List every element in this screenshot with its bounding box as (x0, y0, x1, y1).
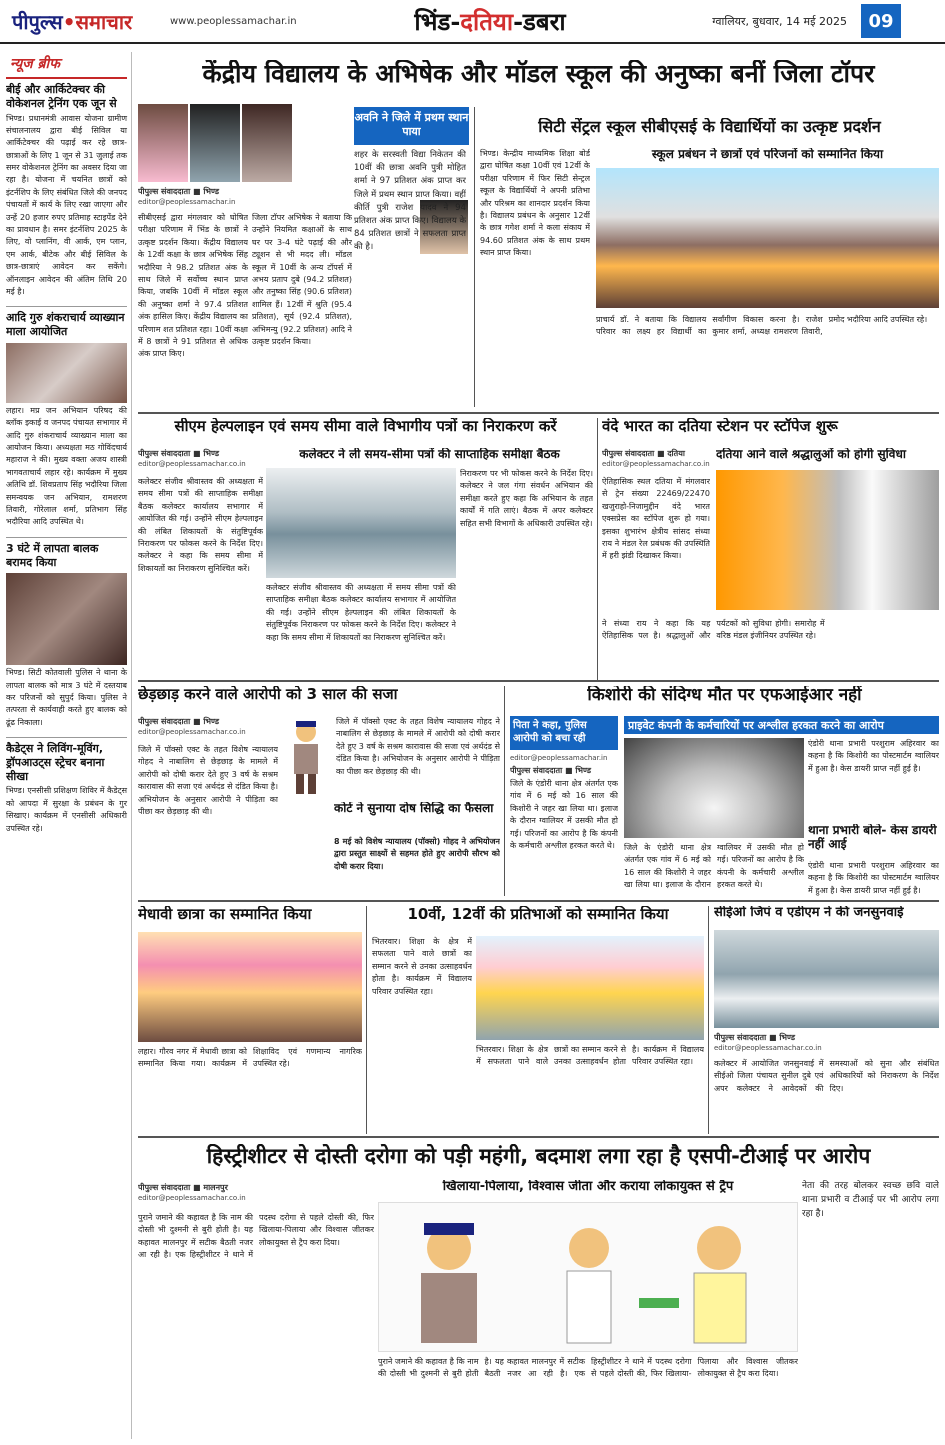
story9-headline: सीईओ जिपं व एडीएम ने की जनसुनवाई (714, 906, 904, 920)
story2-group-photo (596, 168, 939, 308)
story9-email[interactable]: editor@peoplessamachar.co.in (714, 1044, 822, 1052)
masthead (0, 0, 945, 44)
brief-3-photo (6, 573, 127, 665)
story1-text: सीबीएसई द्वारा मंगलवार को घोषित परीक्षा परिणाम में भिंड के छात्रों ने उत्कृष्ट प्रदर्शन किया। केंद्रीय विद्यालय के 12वीं कक्षा के छात्र अभिषेक सिंह भदौरिया ने 98.2 प्रतिशत अंक के साथ जिले में सर्वोच्च स्थान प्राप्त किया, जबकि 10वीं में मॉडल स्कूल की अनुष्का शर्मा ने 97.4 प्रतिशत अंक हासिल किए। केंद्रीय विद्यालय का परिणाम शत प्रतिशत रहा। 10वीं कक्षा में 8 छात्रों ने 91 प्रतिशत से अधिक अंक प्राप्त किए। (138, 213, 248, 359)
story4-headline: वंदे भारत का दतिया स्टेशन पर स्टॉपेज शुरू (602, 418, 838, 435)
story6-side-title: थाना प्रभारी बोले- केस डायरी नहीं आई (808, 824, 937, 851)
brief-1-text: भिण्ड। प्रधानमंत्री आवास योजना ग्रामीण संचालनालय द्वारा बीई सिविल या आर्किटेक्चर की पढ़ाई कर रहे छात्र-छात्राओं के लिए 1 जून से 31 जुलाई तक समर वोकेशनल ट्रेनिंग का अवसर दिया जा रहा है। योजना में चयनित छात्रों को इंटर्नशिप के लिए संबंधित जिले की जनपद पंचायतों में कार्य के लिए रखा जाएगा और उन्हें 20 हजार रुपए प्रतिमाह स्टाइपेंड देने का प्रावधान है। समर इंटर्नशिप 2025 के लिए, वो प्लानिंग, वी आर्क, एम प्लान, एम आर्क, बीटेक और बीई सिविल के छात्र-छात्राएं आवेदन कर सकेंगे। ऑनलाइन आवेदन की अंतिम तिथि 20 मई है। (6, 113, 127, 296)
story10-text-2: पुराने जमाने की कहावत है कि नाम की दोस्ती भी दुश्मनी से बुरी होती है। यह कहावत मालनपुर में सटीक बैठती नजर आ रही है। एक हिस्ट्रीशीटर ने थाने में पदस्थ दरोगा से पहले दोस्ती की, फिर खिलाया-पिलाया और विश्वास जीतकर लोकायुक्त से ट्रैप करा दिया। (378, 1357, 798, 1379)
column-separator-2 (597, 418, 598, 680)
court-box-text: 8 मई को विशेष न्यायालय (पॉक्सो) गोहद ने अभियोजन द्वारा प्रस्तुत साक्ष्यों से सहमत होते हुए आरोपी सौरभ को दोषी करार दिया। (334, 837, 500, 871)
story9-photo (714, 930, 939, 1028)
brief-4-title: कैडेट्स ने लिविंग-मूविंग, ड्रॉपआउट्स स्ट्रेचर बनाना सीखा (6, 737, 127, 783)
story10-cartoon (378, 1202, 798, 1352)
story6-byline: पीपुल्स संवाददाता ■ भिण्ड (510, 766, 592, 775)
story8-headline: 10वीं, 12वीं की प्रतिभाओं को सम्मानित किया (407, 906, 669, 923)
story3-text-2: निराकरण पर भी फोकस करने के निर्देश दिए। कलेक्टर ने जल गंगा संवर्धन अभियान की समीक्षा करते हुए कहा कि अभियान के तहत कार्यों में गति लाएं। बैठक में अपर कलेक्टर सहित सभी विभागों के अधिकारी उपस्थित रहे। (460, 469, 593, 528)
avni-box-title: अवनि ने जिले में प्रथम स्थान पाया (354, 107, 469, 145)
story6-text: जिले के एंडोरी थाना क्षेत्र अंतर्गत एक गांव में 6 मई को 16 साल की किशोरी ने जहर खा लिया था। इलाज के दौरान ग्वालियर में उसकी मौत हो गई। परिजनों का आरोप है कि कंपनी के कर्मचारी अश्लील हरकत करते थे। (510, 779, 618, 850)
story7-text: लहार। गौरव नगर में मेधावी छात्रा को सम्मानित किया गया। कार्यक्रम में शिक्षाविद एवं गणमान्य नागरिक उपस्थित रहे। (138, 1047, 362, 1069)
story2-text: भिण्ड। केन्द्रीय माध्यमिक शिक्षा बोर्ड द्वारा घोषित कक्षा 10वीं एवं 12वीं के परीक्षा परिणाम में फिर सिटी सेन्ट्रल स्कूल के विद्यार्थियों ने अपनी प्रतिभा और परिश्रम का शानदार प्रदर्शन किया है। विद्यालय प्रबंधन के अनुसार 12वीं के छात्र गगेश शर्मा ने कला संकाय में 94.60 प्रतिशत अंक के साथ प्रथम स्थान प्राप्त किया। (480, 149, 590, 258)
story3-byline: पीपुल्स संवाददाता ■ भिण्ड (138, 449, 220, 458)
story9-byline: पीपुल्स संवाददाता ■ भिण्ड (714, 1033, 796, 1042)
story8-text: भितरवार। शिक्षा के क्षेत्र में सफलता पाने वाले छात्रों का सम्मान करने से उनका उत्साहवर्धन होता है। कार्यक्रम में विद्यालय परिवार उपस्थित रहा। (372, 937, 472, 996)
court-box-title: कोर्ट ने सुनाया दोष सिद्धि का फैसला (334, 802, 494, 815)
story6-photo (624, 738, 804, 838)
story3-text: कलेक्टर संजीव श्रीवास्तव की अध्यक्षता में समय सीमा पत्रों की साप्ताहिक समीक्षा बैठक कलेक्टर कार्यालय सभागार में आयोजित की गई। उन्होंने सीएम हेल्पलाइन की लंबित शिकायतों के संतुष्टिपूर्वक निराकरण पर फोकस करने के निर्देश दिए। कलेक्टर ने कहा कि समय सीमा में शिकायतों का निराकरण सुनिश्चित करें। (138, 477, 263, 573)
brief-2-photo (6, 343, 127, 403)
cartoon-illustration-icon (379, 1203, 799, 1353)
section-b: दतिया (460, 6, 514, 36)
story8-text-2: भितरवार। शिक्षा के क्षेत्र में सफलता पाने वाले छात्रों का सम्मान करने से उनका उत्साहवर्धन होता है। कार्यक्रम में विद्यालय परिवार उपस्थित रहा। (476, 1045, 704, 1067)
story6-box-title: पिता ने कहा, पुलिस आरोपी को बचा रही (510, 716, 618, 750)
column-separator-3 (504, 686, 505, 896)
story4-email[interactable]: editor@peoplessamachar.co.in (602, 460, 710, 468)
topper-photo-3 (242, 104, 292, 182)
section-title (340, 5, 640, 38)
story1-headline: केंद्रीय विद्यालय के अभिषेक और मॉडल स्कूल की अनुष्का बनीं जिला टॉपर (202, 60, 875, 88)
story9-text: कलेक्टर में आयोजित जनसुनवाई में सीईओ जिला पंचायत सुनील दुबे एवं अपर कलेक्टर ने आवेदकों की समस्याओं को सुना और संबंधित अधिकारियों को निराकरण के निर्देश दिए। (714, 1059, 939, 1093)
story5-text-2: जिले में पॉक्सो एक्ट के तहत विशेष न्यायालय गोहद ने नाबालिग से छेड़छाड़ के मामले में आरोपी को दोषी करार देते हुए 3 वर्ष के सश्रम कारावास की सजा एवं अर्थदंड से दंडित किया है। अभियोजन के अनुसार आरोपी ने पीड़िता का पीछा कर छेड़छाड़ की थी। (336, 717, 500, 776)
brief-4-text: भिण्ड। एनसीसी प्रशिक्षण शिविर में कैडेट्स को आपदा में सुरक्षा के प्रबंधन के गुर सिखाए। कार्यक्रम में एनसीसी अधिकारी उपस्थित रहे। (6, 786, 127, 833)
story1-text-2: जिला टॉपर अभिषेक ने बताया कि उन्होंने नियमित कक्षाओं के साथ घर पर 3-4 घंटे पढ़ाई की और ट्यूशन से भी मदद ली। मॉडल स्कूल में 10वीं के अन्य टॉपर्स में अभय प्रताप दुबे (94.2 प्रतिशत) और तनुष्का सिंह (90.6 प्रतिशत) शामिल हैं। 12वीं में श्रुति (95.4 प्रतिशत), सूर्य (92.4 प्रतिशत), अभिमन्यु (92.2 प्रतिशत) आदि ने उत्कृष्ट प्रदर्शन किया। (252, 213, 352, 346)
story10-subhead: खिलाया-पिलाया, विश्वास जीता और कराया लोकायुक्त से ट्रैप (442, 1180, 734, 1194)
row-separator-3 (138, 900, 939, 902)
story5-email[interactable]: editor@peoplessamachar.co.in (138, 728, 246, 736)
brief-3-title: 3 घंटे में लापता बालक बरामद किया (6, 537, 127, 570)
section-a: भिंड- (414, 6, 461, 36)
story6-text-2: जिले के एंडोरी थाना क्षेत्र अंतर्गत एक गांव में 6 मई को 16 साल की किशोरी ने जहर खा लिया था। इलाज के दौरान ग्वालियर में उसकी मौत हो गई। परिजनों का आरोप है कि कंपनी के कर्मचारी अश्लील हरकत करते थे। (624, 843, 804, 890)
story6-side-text: एंडोरी थाना प्रभारी परशुराम अहिरवार का कहना है कि किशोरी का पोस्टमार्टम ग्वालियर में हुआ है। केस डायरी प्राप्त नहीं हुई है। (808, 861, 939, 895)
page-number: 09 (861, 4, 901, 38)
story10-headline: हिस्ट्रीशीटर से दोस्ती दरोगा को पड़ी महंगी, बदमाश लगा रहा है एसपी-टीआई पर आरोप (206, 1144, 871, 1168)
row-separator-1 (138, 412, 939, 414)
story10-text-3: नेता की तरह बोलकर स्वच्छ छवि वाले थाना प्रभारी व टीआई पर भी आरोप लगा रहा है। (802, 1181, 939, 1219)
story4-text: ऐतिहासिक स्थल दतिया में मंगलवार से ट्रेन संख्या 22469/22470 खजुराहो-निजामुद्दीन वंदे भारत एक्सप्रेस का स्टॉपेज शुरू हो गया। इसका शुभारंभ क्षेत्रीय सांसद संध्या राय ने मंडल रेल प्रबंधक की उपस्थिति में हरी झंडी दिखाकर किया। (602, 477, 710, 561)
brand-logo: पीपुल्स•समाचार (12, 9, 133, 34)
section-c: -डबरा (513, 6, 566, 36)
story7-headline: मेधावी छात्रा का सम्मानित किया (138, 906, 312, 923)
story10-text: पुराने जमाने की कहावत है कि नाम की दोस्ती भी दुश्मनी से बुरी होती है। यह कहावत मालनपुर में सटीक बैठती नजर आ रही है। एक हिस्ट्रीशीटर ने थाने में पदस्थ दरोगा से पहले दोस्ती की, फिर खिलाया-पिलाया और विश्वास जीतकर लोकायुक्त से ट्रैप करा दिया। (138, 1213, 374, 1260)
story5-headline: छेड़छाड़ करने वाले आरोपी को 3 साल की सजा (138, 686, 398, 703)
story6-subhead: प्राइवेट कंपनी के कर्मचारियों पर अश्लील हरकत करने का आरोप (624, 716, 939, 734)
dateline: ग्वालियर, बुधवार, 14 मई 2025 (712, 14, 847, 28)
column-separator (474, 107, 475, 407)
column-separator-4 (366, 906, 367, 1134)
story1-byline: पीपुल्स संवाददाता ■ भिण्ड (138, 187, 220, 196)
story4-subhead: दतिया आने वाले श्रद्धालुओं को होगी सुविधा (716, 448, 906, 461)
story6-headline: किशोरी की संदिग्ध मौत पर एफआईआर नहीं (587, 686, 862, 705)
story4-text-2: ने संध्या राय ने कहा कि यह ऐतिहासिक पल है। श्रद्धालुओं और पर्यटकों को सुविधा होगी। समारोह में वरिष्ठ मंडल इंजीनियर उपस्थित रहे। (602, 619, 825, 641)
row-separator-4 (138, 1136, 939, 1138)
story2-headline: सिटी सेंट्रल स्कूल सीबीएसई के विद्यार्थियों का उत्कृष्ट प्रदर्शन (538, 118, 881, 136)
topper-photo-2 (190, 104, 240, 182)
story3-subhead: कलेक्टर ने ली समय-सीमा पत्रों की साप्ताहिक समीक्षा बैठक (299, 448, 560, 461)
brand-right: समाचार (75, 9, 133, 34)
topper-photo-1 (138, 104, 188, 182)
story2-subhead: स्कूल प्रबंधन ने छात्रों एवं परिजनों को सम्मानित किया (651, 148, 884, 161)
meeting-photo (266, 468, 456, 578)
site-url[interactable]: www.peoplessamachar.in (170, 15, 297, 27)
brief-2-title: आदि गुरु शंकराचार्य व्याख्यान माला आयोजित (6, 306, 127, 339)
story1-email[interactable]: editor@peoplessamachar.in (138, 198, 236, 206)
vande-bharat-photo (716, 470, 939, 610)
story2-text-2: प्राचार्य डॉ. ने बताया कि विद्यालय परिवार का लक्ष्य हर विद्यार्थी का सर्वांगीण विकास करना है। राजेश कुमार शर्मा, अध्यक्ष रामशरण तिवारी, प्रमोद भदौरिया आदि उपस्थित रहे। (596, 315, 928, 337)
cartoon-illustration (280, 716, 332, 796)
story10-email[interactable]: editor@peoplessamachar.co.in (138, 1194, 246, 1202)
police-cartoon-icon (280, 716, 332, 796)
brand-left: पीपुल्स (12, 9, 63, 34)
avni-box-text: शहर के सरस्वती विद्या निकेतन की 10वीं की छात्रा अवनि पुत्री मोहित शर्मा ने 97 प्रतिशत अंक प्राप्त कर जिले में प्रथम स्थान प्राप्त किया। वहीं कीर्ति पुत्री राजेश यादव ने 94 प्रतिशत अंक प्राप्त किए। विद्यालय के 84 प्रतिशत छात्रों ने सफलता प्राप्त की है। (354, 150, 466, 253)
news-brief-label: न्यूज ब्रीफ (6, 52, 127, 79)
story8-photo (476, 936, 704, 1040)
brief-2-text: लहार। मप्र जन अभियान परिषद की ब्लॉक इकाई व जनपद पंचायत सभागार में आदि गुरु शंकराचार्य व्याख्यान माला का आयोजन किया। अध्यक्षता मठ गोविंदचार्य महाराज ने की। मुख्य वक्ता अजय शास्त्री भागवताचार्य लहार रहे। कार्यक्रम में मुख्य अतिथि डॉ. शिवप्रताप सिंह भदौरिया जिला समन्वयक जन अभियान, रामशरण तिवारी, गोरेलाल शर्मा, प्रतिभाग सिंह भदौरिया आदि उपस्थित थे। (6, 405, 127, 527)
story6-text-3: एंडोरी थाना प्रभारी परशुराम अहिरवार का कहना है कि किशोरी का पोस्टमार्टम ग्वालियर में हुआ है। केस डायरी प्राप्त नहीं हुई है। (808, 739, 939, 773)
brief-3-text: भिण्ड। सिटी कोतवाली पुलिस ने थाना के लापता बालक को मात्र 3 घंटे में दस्तयाब कर परिजनों को सुपुर्द किया। पुलिस ने तत्परता से कार्यवाही करते हुए बालक को ढूंढ निकाला। (6, 668, 127, 727)
story3-headline: सीएम हेल्पलाइन एवं समय सीमा वाले विभागीय पत्रों का निराकरण करें (174, 418, 557, 435)
column-separator-5 (708, 906, 709, 1134)
story3-text-3: कलेक्टर संजीव श्रीवास्तव की अध्यक्षता में समय सीमा पत्रों की साप्ताहिक समीक्षा बैठक कलेक्टर कार्यालय सभागार में आयोजित की गई। उन्होंने सीएम हेल्पलाइन की लंबित शिकायतों के संतुष्टिपूर्वक निराकरण पर फोकस करने के निर्देश दिए। कलेक्टर ने कहा कि समय सीमा में शिकायतों का निराकरण सुनिश्चित करें। (266, 583, 456, 642)
story5-text: जिले में पॉक्सो एक्ट के तहत विशेष न्यायालय गोहद ने नाबालिग से छेड़छाड़ के मामले में आरोपी को दोषी करार देते हुए 3 वर्ष के सश्रम कारावास की सजा एवं अर्थदंड से दंडित किया है। अभियोजन के अनुसार आरोपी ने पीड़िता का पीछा कर छेड़छाड़ की थी। (138, 745, 278, 816)
story6-email[interactable]: editor@peoplessamachar.in (510, 754, 608, 762)
story4-byline: पीपुल्स संवाददाता ■ दतिया (602, 449, 685, 458)
brief-1-title: बीई और आर्किटेक्चर की वोकेशनल ट्रेनिंग एक जून से (6, 83, 127, 111)
story7-photo (138, 932, 362, 1042)
story10-byline: पीपुल्स संवाददाता ■ मालनपुर (138, 1183, 228, 1192)
story3-email[interactable]: editor@peoplessamachar.co.in (138, 460, 246, 468)
row-separator-2 (138, 680, 939, 682)
news-brief-column (6, 52, 132, 1439)
story5-byline: पीपुल्स संवाददाता ■ भिण्ड (138, 717, 220, 726)
